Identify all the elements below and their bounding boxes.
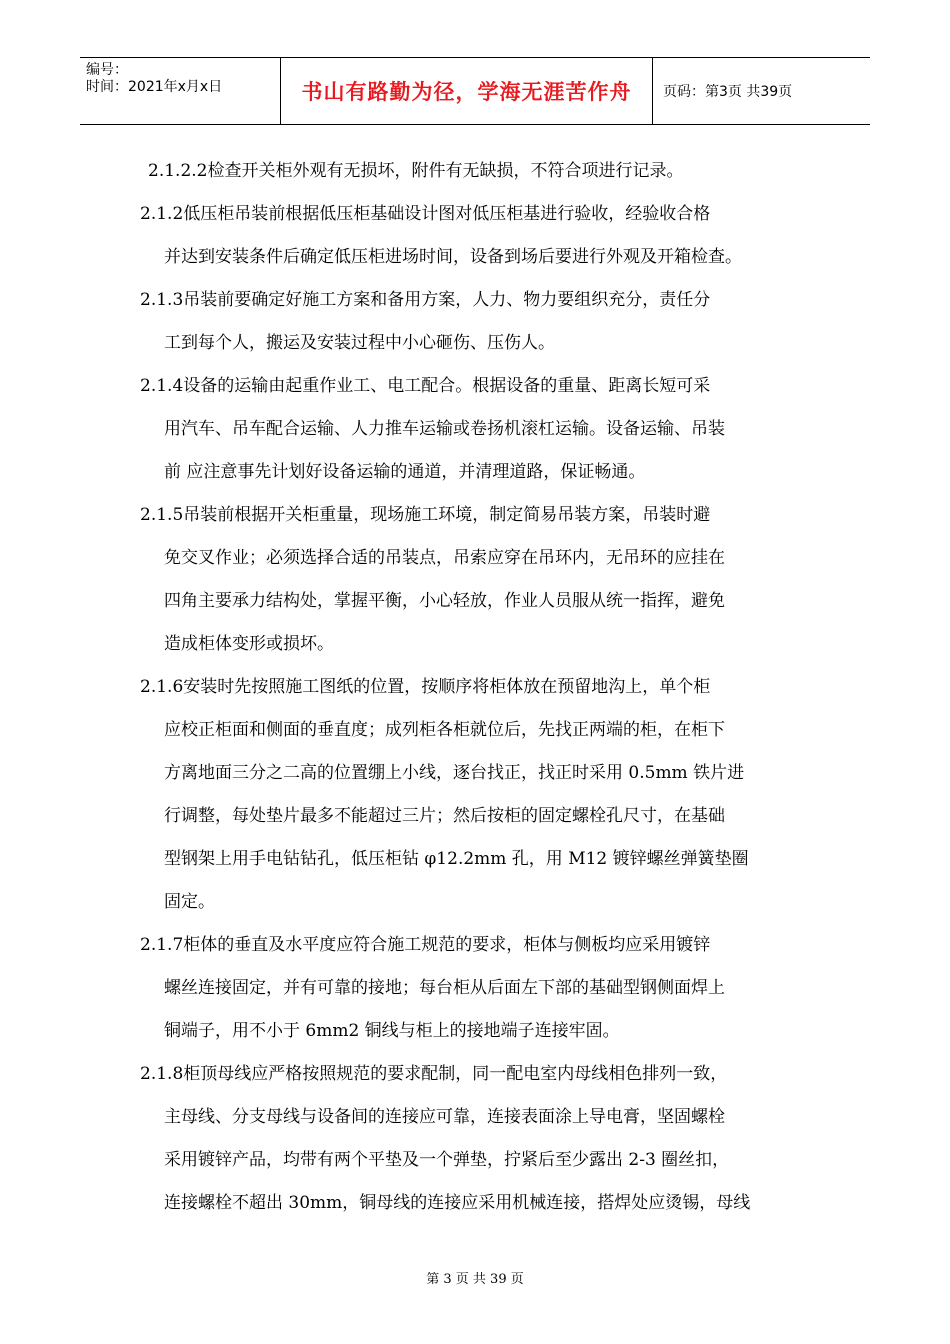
paragraph	[140, 494, 830, 666]
paragraph-line: 铜端子，用不小于 6mm2 铜线与柜上的接地端子连接牢固。	[164, 1021, 620, 1041]
paragraph	[140, 150, 830, 193]
paragraph	[140, 365, 830, 494]
paragraph-line: 固定。	[164, 892, 215, 912]
paragraph	[140, 666, 830, 924]
paragraph-line: 2.1.4设备的运输由起重作业工、电工配合。根据设备的重量、距离长短可采	[140, 376, 711, 396]
header-motto: 书山有路勤为径，学海无涯苦作舟	[281, 58, 653, 124]
paragraph-line: 并达到安装条件后确定低压柜进场时间，设备到场后要进行外观及开箱检查。	[164, 247, 742, 267]
paragraph	[140, 193, 830, 279]
paragraph-line: 2.1.5吊装前根据开关柜重量，现场施工环境，制定简易吊装方案，吊装时避	[140, 505, 711, 525]
paragraph-line: 2.1.6安装时先按照施工图纸的位置，按顺序将柜体放在预留地沟上，单个柜	[140, 677, 711, 697]
paragraph	[140, 924, 830, 1053]
paragraph-line: 2.1.2.2检查开关柜外观有无损坏，附件有无缺损，不符合项进行记录。	[148, 161, 684, 181]
document-time-label: 时间：2021年x月x日	[86, 79, 223, 95]
paragraph-line: 2.1.7柜体的垂直及水平度应符合施工规范的要求，柜体与侧板均应采用镀锌	[140, 935, 711, 955]
paragraph-line: 工到每个人，搬运及安装过程中小心砸伤、压伤人。	[164, 333, 555, 353]
header-meta	[80, 58, 281, 124]
paragraph-line: 连接螺栓不超出 30mm，铜母线的连接应采用机械连接，搭焊处应烫锡，母线	[164, 1193, 751, 1213]
page-footer: 第 3 页 共 39 页	[426, 1272, 524, 1287]
paragraph-line: 造成柜体变形或损坏。	[164, 634, 334, 654]
paragraph-line: 用汽车、吊车配合运输、人力推车运输或卷扬机滚杠运输。设备运输、吊装	[164, 419, 725, 439]
paragraph-line: 螺丝连接固定，并有可靠的接地；每台柜从后面左下部的基础型钢侧面焊上	[164, 978, 725, 998]
paragraph-line: 前 应注意事先计划好设备运输的通道，并清理道路，保证畅通。	[164, 462, 646, 482]
paragraph-line: 2.1.8柜顶母线应严格按照规范的要求配制，同一配电室内母线相色排列一致，	[140, 1064, 728, 1084]
paragraph-line: 方离地面三分之二高的位置绷上小线，逐台找正，找正时采用 0.5mm 铁片进	[164, 763, 745, 783]
page-header	[80, 57, 870, 125]
document-body	[140, 150, 830, 1225]
header-page-info: 页码：第3页 共39页	[663, 84, 793, 100]
document-number-label: 编号：	[86, 62, 128, 78]
paragraph-line: 主母线、分支母线与设备间的连接应可靠，连接表面涂上导电膏，坚固螺栓	[164, 1107, 725, 1127]
paragraph	[140, 1053, 830, 1225]
paragraph-line: 免交叉作业；必须选择合适的吊装点，吊索应穿在吊环内，无吊环的应挂在	[164, 548, 725, 568]
paragraph-line: 四角主要承力结构处，掌握平衡，小心轻放，作业人员服从统一指挥，避免	[164, 591, 725, 611]
paragraph	[140, 279, 830, 365]
paragraph-line: 2.1.2低压柜吊装前根据低压柜基础设计图对低压柜基进行验收，经验收合格	[140, 204, 711, 224]
paragraph-line: 2.1.3吊装前要确定好施工方案和备用方案，人力、物力要组织充分，责任分	[140, 290, 711, 310]
paragraph-line: 采用镀锌产品，均带有两个平垫及一个弹垫，拧紧后至少露出 2-3 圈丝扣，	[164, 1150, 730, 1170]
paragraph-line: 应校正柜面和侧面的垂直度；成列柜各柜就位后，先找正两端的柜，在柜下	[164, 720, 725, 740]
paragraph-line: 行调整，每处垫片最多不能超过三片；然后按柜的固定螺栓孔尺寸，在基础	[164, 806, 725, 826]
paragraph-line: 型钢架上用手电钻钻孔，低压柜钻 φ12.2mm 孔，用 M12 镀锌螺丝弹簧垫圈	[164, 849, 749, 869]
